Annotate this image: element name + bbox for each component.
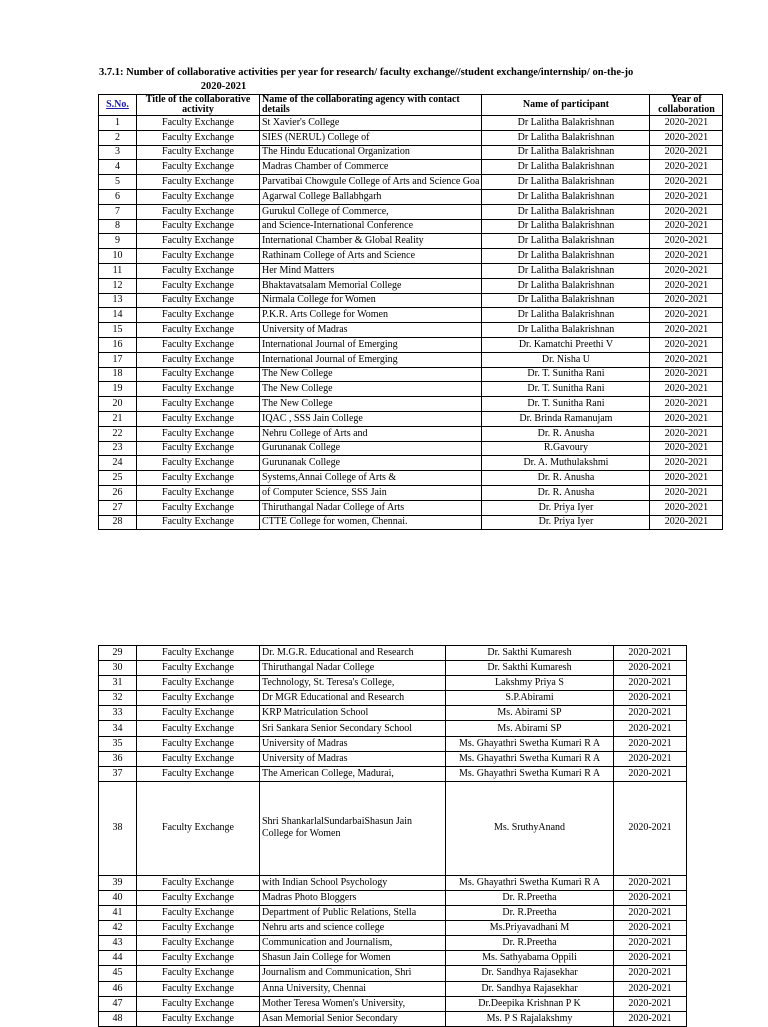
cell-sno: 20 <box>99 397 137 412</box>
table-header-row <box>99 95 723 116</box>
cell-participant: Dr. Sandhya Rajasekhar <box>446 966 614 981</box>
cell-agency: Journalism and Communication, Shri <box>260 966 446 981</box>
cell-participant: Dr.Deepika Krishnan P K <box>446 996 614 1011</box>
cell-title: Faculty Exchange <box>137 441 260 456</box>
cell-sno: 36 <box>99 751 137 766</box>
cell-title: Faculty Exchange <box>137 921 260 936</box>
cell-participant: Dr Lalitha Balakrishnan <box>482 189 650 204</box>
cell-title: Faculty Exchange <box>137 175 260 190</box>
table-row <box>99 781 687 875</box>
cell-year: 2020-2021 <box>614 736 687 751</box>
cell-sno: 48 <box>99 1011 137 1026</box>
cell-participant: S.P.Abirami <box>446 691 614 706</box>
cell-participant: Dr Lalitha Balakrishnan <box>482 130 650 145</box>
cell-participant: Dr. R. Anusha <box>482 485 650 500</box>
cell-sno: 29 <box>99 646 137 661</box>
cell-sno: 43 <box>99 936 137 951</box>
cell-year: 2020-2021 <box>650 116 723 131</box>
cell-year: 2020-2021 <box>614 751 687 766</box>
cell-sno: 9 <box>99 234 137 249</box>
cell-year: 2020-2021 <box>614 966 687 981</box>
cell-title: Faculty Exchange <box>137 721 260 736</box>
cell-agency: Systems,Annai College of Arts & <box>260 471 482 486</box>
column-header-year: Year of collaboration <box>650 95 723 116</box>
table-row <box>99 721 687 736</box>
cell-title: Faculty Exchange <box>137 766 260 781</box>
cell-agency: The New College <box>260 367 482 382</box>
cell-participant: Dr Lalitha Balakrishnan <box>482 234 650 249</box>
table-row <box>99 890 687 905</box>
cell-year: 2020-2021 <box>650 234 723 249</box>
cell-agency: Sri Sankara Senior Secondary School <box>260 721 446 736</box>
cell-title: Faculty Exchange <box>137 367 260 382</box>
cell-agency: Nehru arts and science college <box>260 921 446 936</box>
cell-participant: Dr. R.Preetha <box>446 906 614 921</box>
cell-year: 2020-2021 <box>614 706 687 721</box>
cell-participant: Dr. T. Sunitha Rani <box>482 382 650 397</box>
cell-participant: Ms. Ghayathri Swetha Kumari R A <box>446 875 614 890</box>
cell-title: Faculty Exchange <box>137 116 260 131</box>
cell-title: Faculty Exchange <box>137 471 260 486</box>
cell-agency: Madras Photo Bloggers <box>260 890 446 905</box>
table-row <box>99 204 723 219</box>
cell-title: Faculty Exchange <box>137 130 260 145</box>
table-row <box>99 160 723 175</box>
table-row <box>99 646 687 661</box>
cell-year: 2020-2021 <box>650 293 723 308</box>
cell-sno: 2 <box>99 130 137 145</box>
cell-year: 2020-2021 <box>650 411 723 426</box>
cell-sno: 47 <box>99 996 137 1011</box>
cell-agency: University of Madras <box>260 323 482 338</box>
cell-participant: Dr Lalitha Balakrishnan <box>482 249 650 264</box>
table-row <box>99 352 723 367</box>
cell-participant: Dr Lalitha Balakrishnan <box>482 263 650 278</box>
cell-agency: Her Mind Matters <box>260 263 482 278</box>
table-row <box>99 736 687 751</box>
table-row <box>99 875 687 890</box>
cell-title: Faculty Exchange <box>137 308 260 323</box>
table-row <box>99 906 687 921</box>
cell-sno: 38 <box>99 781 137 875</box>
cell-year: 2020-2021 <box>614 996 687 1011</box>
cell-title: Faculty Exchange <box>137 234 260 249</box>
table-row <box>99 996 687 1011</box>
table-row <box>99 691 687 706</box>
cell-participant: Ms. Abirami SP <box>446 706 614 721</box>
cell-participant: Dr. A. Muthulakshmi <box>482 456 650 471</box>
cell-year: 2020-2021 <box>650 500 723 515</box>
cell-agency: International Chamber & Global Reality <box>260 234 482 249</box>
table-row <box>99 367 723 382</box>
cell-year: 2020-2021 <box>614 676 687 691</box>
cell-participant: Dr. Sakthi Kumaresh <box>446 646 614 661</box>
cell-title: Faculty Exchange <box>137 426 260 441</box>
cell-sno: 45 <box>99 966 137 981</box>
cell-title: Faculty Exchange <box>137 706 260 721</box>
cell-participant: Ms. Sathyabama Oppili <box>446 951 614 966</box>
cell-participant: Dr Lalitha Balakrishnan <box>482 145 650 160</box>
cell-agency: SIES (NERUL) College of <box>260 130 482 145</box>
cell-year: 2020-2021 <box>650 515 723 530</box>
cell-agency: Thiruthangal Nadar College of Arts <box>260 500 482 515</box>
table-row <box>99 219 723 234</box>
cell-participant: Ms. Ghayathri Swetha Kumari R A <box>446 766 614 781</box>
cell-year: 2020-2021 <box>650 397 723 412</box>
cell-agency: The American College, Madurai, <box>260 766 446 781</box>
cell-year: 2020-2021 <box>614 691 687 706</box>
cell-participant: Dr. T. Sunitha Rani <box>482 367 650 382</box>
cell-agency: Mother Teresa Women's University, <box>260 996 446 1011</box>
cell-agency: Parvatibai Chowgule College of Arts and Science Goa <box>260 175 482 190</box>
cell-year: 2020-2021 <box>614 875 687 890</box>
cell-title: Faculty Exchange <box>137 278 260 293</box>
cell-year: 2020-2021 <box>650 175 723 190</box>
cell-year: 2020-2021 <box>650 278 723 293</box>
table-row <box>99 130 723 145</box>
cell-title: Faculty Exchange <box>137 219 260 234</box>
cell-year: 2020-2021 <box>650 160 723 175</box>
cell-title: Faculty Exchange <box>137 145 260 160</box>
cell-title: Faculty Exchange <box>137 966 260 981</box>
cell-participant: R.Gavoury <box>482 441 650 456</box>
table-row <box>99 323 723 338</box>
cell-title: Faculty Exchange <box>137 661 260 676</box>
cell-participant: Dr. Priya Iyer <box>482 515 650 530</box>
table-row <box>99 234 723 249</box>
cell-participant: Dr. Sakthi Kumaresh <box>446 661 614 676</box>
cell-year: 2020-2021 <box>650 337 723 352</box>
cell-title: Faculty Exchange <box>137 411 260 426</box>
table-row <box>99 263 723 278</box>
cell-sno: 28 <box>99 515 137 530</box>
cell-sno: 32 <box>99 691 137 706</box>
cell-agency: Agarwal College Ballabhgarh <box>260 189 482 204</box>
cell-agency: The New College <box>260 382 482 397</box>
cell-agency: of Computer Science, SSS Jain <box>260 485 482 500</box>
cell-title: Faculty Exchange <box>137 204 260 219</box>
cell-participant: Dr. Brinda Ramanujam <box>482 411 650 426</box>
table-row <box>99 116 723 131</box>
cell-year: 2020-2021 <box>650 145 723 160</box>
cell-year: 2020-2021 <box>614 921 687 936</box>
cell-year: 2020-2021 <box>614 981 687 996</box>
cell-sno: 14 <box>99 308 137 323</box>
table-row <box>99 515 723 530</box>
cell-title: Faculty Exchange <box>137 249 260 264</box>
table-row <box>99 278 723 293</box>
cell-title: Faculty Exchange <box>137 906 260 921</box>
cell-sno: 41 <box>99 906 137 921</box>
table-row <box>99 456 723 471</box>
cell-participant: Dr Lalitha Balakrishnan <box>482 278 650 293</box>
table-row <box>99 751 687 766</box>
column-header-title: Title of the collaborative activity <box>137 95 260 116</box>
table-row <box>99 921 687 936</box>
cell-participant: Dr. Sandhya Rajasekhar <box>446 981 614 996</box>
table-row <box>99 766 687 781</box>
cell-title: Faculty Exchange <box>137 936 260 951</box>
cell-participant: Dr. R.Preetha <box>446 936 614 951</box>
cell-year: 2020-2021 <box>650 189 723 204</box>
cell-year: 2020-2021 <box>614 1011 687 1026</box>
table-row <box>99 966 687 981</box>
table-row <box>99 426 723 441</box>
cell-agency: Department of Public Relations, Stella <box>260 906 446 921</box>
table-row <box>99 175 723 190</box>
cell-participant: Dr Lalitha Balakrishnan <box>482 175 650 190</box>
cell-agency: Asan Memorial Senior Secondary <box>260 1011 446 1026</box>
cell-year: 2020-2021 <box>650 426 723 441</box>
cell-agency: Communication and Journalism, <box>260 936 446 951</box>
table-row <box>99 500 723 515</box>
cell-year: 2020-2021 <box>650 471 723 486</box>
cell-participant: Dr. R. Anusha <box>482 426 650 441</box>
cell-participant: Ms. SruthyAnand <box>446 781 614 875</box>
table-row <box>99 411 723 426</box>
cell-agency: Dr. M.G.R. Educational and Research <box>260 646 446 661</box>
cell-sno: 33 <box>99 706 137 721</box>
table-row <box>99 189 723 204</box>
cell-participant: Dr Lalitha Balakrishnan <box>482 116 650 131</box>
cell-year: 2020-2021 <box>614 661 687 676</box>
cell-agency: Bhaktavatsalam Memorial College <box>260 278 482 293</box>
cell-sno: 13 <box>99 293 137 308</box>
cell-participant: Dr. Kamatchi Preethi V <box>482 337 650 352</box>
table-row <box>99 485 723 500</box>
cell-sno: 46 <box>99 981 137 996</box>
cell-participant: Lakshmy Priya S <box>446 676 614 691</box>
cell-sno: 37 <box>99 766 137 781</box>
cell-title: Faculty Exchange <box>137 736 260 751</box>
cell-sno: 44 <box>99 951 137 966</box>
cell-sno: 18 <box>99 367 137 382</box>
cell-title: Faculty Exchange <box>137 781 260 875</box>
cell-participant: Dr. T. Sunitha Rani <box>482 397 650 412</box>
cell-year: 2020-2021 <box>650 485 723 500</box>
cell-title: Faculty Exchange <box>137 382 260 397</box>
cell-year: 2020-2021 <box>614 766 687 781</box>
cell-agency: with Indian School Psychology <box>260 875 446 890</box>
cell-agency: International Journal of Emerging <box>260 352 482 367</box>
cell-agency: Thiruthangal Nadar College <box>260 661 446 676</box>
cell-title: Faculty Exchange <box>137 352 260 367</box>
cell-sno: 11 <box>99 263 137 278</box>
document-year-heading: 2020-2021 <box>200 81 247 92</box>
collaboration-table-part-1 <box>98 94 723 530</box>
cell-year: 2020-2021 <box>614 906 687 921</box>
cell-agency: International Journal of Emerging <box>260 337 482 352</box>
cell-year: 2020-2021 <box>614 890 687 905</box>
column-header-participant: Name of participant <box>482 95 650 116</box>
cell-title: Faculty Exchange <box>137 263 260 278</box>
cell-agency: KRP Matriculation School <box>260 706 446 721</box>
cell-title: Faculty Exchange <box>137 500 260 515</box>
table-row <box>99 308 723 323</box>
cell-title: Faculty Exchange <box>137 875 260 890</box>
cell-year: 2020-2021 <box>614 936 687 951</box>
cell-title: Faculty Exchange <box>137 981 260 996</box>
cell-agency: St Xavier's College <box>260 116 482 131</box>
cell-year: 2020-2021 <box>650 367 723 382</box>
table-row <box>99 397 723 412</box>
cell-year: 2020-2021 <box>614 781 687 875</box>
table-row <box>99 1011 687 1026</box>
cell-sno: 24 <box>99 456 137 471</box>
table-row <box>99 951 687 966</box>
cell-sno: 35 <box>99 736 137 751</box>
cell-year: 2020-2021 <box>650 456 723 471</box>
table-row <box>99 706 687 721</box>
cell-agency: Rathinam College of Arts and Science <box>260 249 482 264</box>
cell-year: 2020-2021 <box>650 204 723 219</box>
cell-agency: Nehru College of Arts and <box>260 426 482 441</box>
cell-agency: Shasun Jain College for Women <box>260 951 446 966</box>
document-heading: 3.7.1: Number of collaborative activities per year for research/ faculty exchange//student exchange/internship/ on-the-jo <box>99 67 634 78</box>
table-row <box>99 471 723 486</box>
cell-year: 2020-2021 <box>614 951 687 966</box>
cell-agency: Madras Chamber of Commerce <box>260 160 482 175</box>
cell-sno: 25 <box>99 471 137 486</box>
cell-title: Faculty Exchange <box>137 691 260 706</box>
table-row <box>99 249 723 264</box>
cell-title: Faculty Exchange <box>137 456 260 471</box>
cell-participant: Dr. Nisha U <box>482 352 650 367</box>
cell-year: 2020-2021 <box>650 323 723 338</box>
cell-sno: 8 <box>99 219 137 234</box>
cell-sno: 34 <box>99 721 137 736</box>
cell-sno: 10 <box>99 249 137 264</box>
cell-agency: The Hindu Educational Organization <box>260 145 482 160</box>
cell-year: 2020-2021 <box>650 352 723 367</box>
cell-year: 2020-2021 <box>650 263 723 278</box>
column-header-sno: S.No. <box>99 95 137 116</box>
cell-participant: Dr. Priya Iyer <box>482 500 650 515</box>
cell-title: Faculty Exchange <box>137 890 260 905</box>
cell-participant: Dr. R. Anusha <box>482 471 650 486</box>
cell-year: 2020-2021 <box>650 308 723 323</box>
cell-year: 2020-2021 <box>614 646 687 661</box>
cell-title: Faculty Exchange <box>137 323 260 338</box>
cell-sno: 4 <box>99 160 137 175</box>
cell-sno: 6 <box>99 189 137 204</box>
cell-participant: Ms. Ghayathri Swetha Kumari R A <box>446 736 614 751</box>
cell-title: Faculty Exchange <box>137 951 260 966</box>
cell-participant: Dr. R.Preetha <box>446 890 614 905</box>
cell-agency: The New College <box>260 397 482 412</box>
cell-title: Faculty Exchange <box>137 515 260 530</box>
cell-sno: 19 <box>99 382 137 397</box>
cell-participant: Dr Lalitha Balakrishnan <box>482 160 650 175</box>
table-row <box>99 676 687 691</box>
cell-year: 2020-2021 <box>650 249 723 264</box>
cell-title: Faculty Exchange <box>137 293 260 308</box>
cell-sno: 31 <box>99 676 137 691</box>
table-row <box>99 293 723 308</box>
cell-agency: Nirmala College for Women <box>260 293 482 308</box>
cell-agency: CTTE College for women, Chennai. <box>260 515 482 530</box>
table-row <box>99 145 723 160</box>
cell-agency: Technology, St. Teresa's College, <box>260 676 446 691</box>
table-row <box>99 661 687 676</box>
cell-sno: 42 <box>99 921 137 936</box>
cell-agency: and Science-International Conference <box>260 219 482 234</box>
cell-sno: 27 <box>99 500 137 515</box>
cell-year: 2020-2021 <box>614 721 687 736</box>
cell-agency: IQAC , SSS Jain College <box>260 411 482 426</box>
cell-sno: 7 <box>99 204 137 219</box>
cell-sno: 1 <box>99 116 137 131</box>
cell-sno: 39 <box>99 875 137 890</box>
cell-title: Faculty Exchange <box>137 485 260 500</box>
cell-title: Faculty Exchange <box>137 189 260 204</box>
cell-participant: Dr Lalitha Balakrishnan <box>482 219 650 234</box>
cell-agency: Gurunanak College <box>260 456 482 471</box>
cell-title: Faculty Exchange <box>137 397 260 412</box>
cell-agency: Gurukul College of Commerce, <box>260 204 482 219</box>
column-header-agency: Name of the collaborating agency with contact details <box>260 95 482 116</box>
cell-agency: Shri ShankarlalSundarbaiShasun Jain College for Women <box>260 781 446 875</box>
cell-participant: Ms. P S Rajalakshmy <box>446 1011 614 1026</box>
cell-year: 2020-2021 <box>650 130 723 145</box>
cell-participant: Dr Lalitha Balakrishnan <box>482 323 650 338</box>
cell-title: Faculty Exchange <box>137 1011 260 1026</box>
cell-sno: 23 <box>99 441 137 456</box>
cell-year: 2020-2021 <box>650 441 723 456</box>
cell-participant: Dr Lalitha Balakrishnan <box>482 204 650 219</box>
cell-agency: Dr MGR Educational and Research <box>260 691 446 706</box>
cell-year: 2020-2021 <box>650 219 723 234</box>
cell-title: Faculty Exchange <box>137 676 260 691</box>
cell-title: Faculty Exchange <box>137 160 260 175</box>
cell-title: Faculty Exchange <box>137 996 260 1011</box>
cell-sno: 3 <box>99 145 137 160</box>
cell-sno: 22 <box>99 426 137 441</box>
cell-sno: 30 <box>99 661 137 676</box>
cell-sno: 16 <box>99 337 137 352</box>
cell-agency: Anna University, Chennai <box>260 981 446 996</box>
cell-title: Faculty Exchange <box>137 337 260 352</box>
table-row <box>99 981 687 996</box>
cell-participant: Dr Lalitha Balakrishnan <box>482 293 650 308</box>
cell-sno: 15 <box>99 323 137 338</box>
cell-agency: P.K.R. Arts College for Women <box>260 308 482 323</box>
cell-participant: Ms. Ghayathri Swetha Kumari R A <box>446 751 614 766</box>
table-row <box>99 382 723 397</box>
table-row <box>99 936 687 951</box>
cell-agency: Gurunanak College <box>260 441 482 456</box>
cell-sno: 17 <box>99 352 137 367</box>
cell-title: Faculty Exchange <box>137 751 260 766</box>
cell-title: Faculty Exchange <box>137 646 260 661</box>
cell-sno: 12 <box>99 278 137 293</box>
cell-agency: University of Madras <box>260 751 446 766</box>
table-row <box>99 441 723 456</box>
cell-year: 2020-2021 <box>650 382 723 397</box>
cell-sno: 26 <box>99 485 137 500</box>
collaboration-table-part-2 <box>98 645 687 1027</box>
cell-participant: Ms. Abirami SP <box>446 721 614 736</box>
cell-participant: Ms.Priyavadhani M <box>446 921 614 936</box>
cell-participant: Dr Lalitha Balakrishnan <box>482 308 650 323</box>
table-row <box>99 337 723 352</box>
cell-agency: University of Madras <box>260 736 446 751</box>
cell-sno: 21 <box>99 411 137 426</box>
cell-sno: 5 <box>99 175 137 190</box>
cell-sno: 40 <box>99 890 137 905</box>
